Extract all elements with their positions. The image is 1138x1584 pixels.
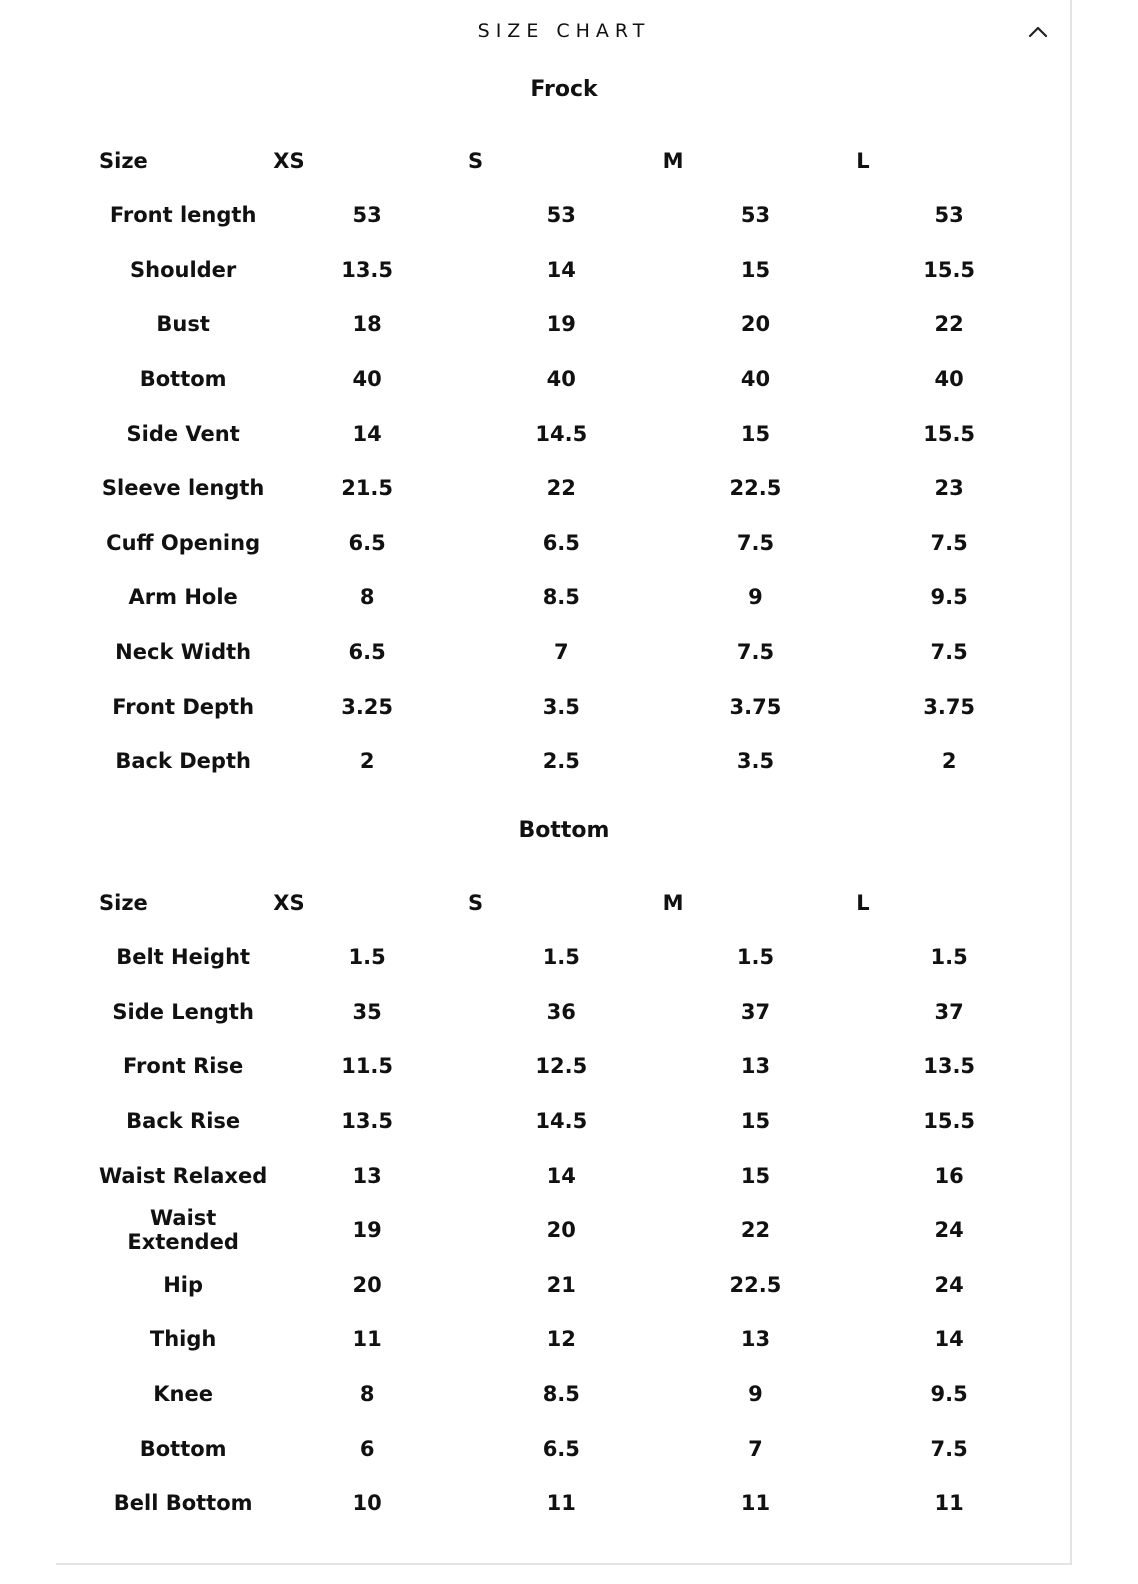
measurement-label: Waist Relaxed — [99, 1163, 268, 1188]
measurement-value: 20 — [740, 312, 771, 337]
section-title-frock: Frock — [530, 77, 598, 102]
measurement-value: 37 — [740, 999, 771, 1024]
measurement-value: 1.5 — [348, 945, 386, 970]
size-chart-header[interactable] — [56, 14, 1072, 50]
measurement-value: 3.75 — [923, 694, 976, 719]
column-header: Size — [99, 891, 148, 915]
measurement-value: 23 — [934, 476, 964, 501]
measurement-value: 15 — [740, 257, 771, 282]
measurement-value: 7.5 — [736, 530, 775, 555]
measurement-value: 40 — [740, 367, 771, 392]
measurement-label: Bell Bottom — [113, 1491, 253, 1516]
measurement-value: 15 — [740, 421, 771, 446]
table-row — [96, 243, 1046, 298]
table-header-row — [96, 134, 1046, 188]
measurement-value: 6 — [359, 1436, 375, 1461]
measurement-value: 53 — [546, 203, 576, 228]
measurement-label: Bust — [156, 312, 210, 337]
measurement-value: 7.5 — [930, 1436, 968, 1461]
measurement-value: 11 — [352, 1327, 382, 1352]
table-header-row — [96, 876, 1046, 930]
measurement-value: 22 — [740, 1218, 771, 1243]
measurement-value: 8.5 — [542, 1382, 580, 1407]
measurement-value: 7.5 — [736, 640, 775, 665]
measurement-value: 6.5 — [348, 640, 386, 665]
table-row — [96, 625, 1046, 680]
measurement-label: Arm Hole — [128, 585, 238, 610]
measurement-value: 9.5 — [930, 585, 968, 610]
measurement-value: 40 — [352, 367, 382, 392]
table-row — [96, 1421, 1046, 1476]
measurement-value: 15.5 — [923, 1109, 976, 1134]
measurement-value: 53 — [934, 203, 964, 228]
table-row — [96, 516, 1046, 571]
measurement-value: 7.5 — [930, 530, 968, 555]
measurement-value: 24 — [934, 1218, 964, 1243]
measurement-value: 6.5 — [542, 530, 580, 555]
table-row — [96, 1203, 1046, 1258]
measurement-value: 11 — [740, 1491, 771, 1516]
table-row — [96, 461, 1046, 516]
measurement-value: 20 — [352, 1272, 382, 1297]
measurement-value: 36 — [546, 999, 576, 1024]
measurement-value: 21.5 — [341, 476, 394, 501]
measurement-value: 8 — [359, 1382, 375, 1407]
measurement-value: 12.5 — [535, 1054, 588, 1079]
measurement-value: 11 — [546, 1491, 576, 1516]
measurement-value: 40 — [934, 367, 964, 392]
measurement-value: 6.5 — [542, 1436, 580, 1461]
measurement-value: 15 — [740, 1109, 771, 1134]
measurement-label: Waist Extended — [127, 1206, 239, 1255]
measurement-value: 9 — [748, 585, 763, 610]
measurement-label: Side Length — [112, 999, 254, 1024]
measurement-value: 7 — [748, 1436, 763, 1461]
table-row — [96, 734, 1046, 789]
measurement-value: 53 — [352, 203, 382, 228]
size-chart-title: SIZE CHART — [477, 20, 651, 42]
measurement-label: Front Rise — [123, 1054, 244, 1079]
measurement-value: 13.5 — [341, 257, 394, 282]
measurement-label: Knee — [153, 1382, 213, 1407]
table-row — [96, 188, 1046, 243]
measurement-value: 3.5 — [542, 694, 580, 719]
measurement-value: 14.5 — [535, 421, 588, 446]
column-header: M — [662, 149, 684, 173]
measurement-value: 9 — [748, 1382, 763, 1407]
measurement-value: 14 — [934, 1327, 964, 1352]
measurement-value: 53 — [740, 203, 771, 228]
column-header: XS — [273, 891, 305, 915]
table-row — [96, 406, 1046, 461]
column-header: Size — [99, 149, 148, 173]
measurement-value: 37 — [934, 999, 964, 1024]
measurement-label: Cuff Opening — [106, 530, 261, 555]
measurement-value: 24 — [934, 1272, 964, 1297]
measurement-label: Shoulder — [130, 257, 237, 282]
measurement-value: 13.5 — [341, 1109, 394, 1134]
measurement-value: 14 — [352, 421, 382, 446]
table-row — [96, 1039, 1046, 1094]
table-row — [96, 1258, 1046, 1313]
column-header: S — [467, 891, 484, 915]
table-row — [96, 679, 1046, 734]
measurement-value: 14 — [546, 1163, 576, 1188]
measurement-value: 11.5 — [341, 1054, 394, 1079]
measurement-value: 2 — [359, 749, 375, 774]
column-header: XS — [273, 149, 305, 173]
measurement-value: 3.5 — [736, 749, 775, 774]
table-body — [96, 930, 1046, 1531]
table-row — [96, 1476, 1046, 1531]
table-row — [96, 930, 1046, 985]
frock-size-table — [96, 134, 1046, 789]
measurement-value: 19 — [352, 1218, 382, 1243]
table-body — [96, 188, 1046, 789]
measurement-value: 22.5 — [729, 476, 782, 501]
table-row — [96, 570, 1046, 625]
measurement-value: 22.5 — [729, 1272, 782, 1297]
measurement-value: 12 — [546, 1327, 576, 1352]
table-row — [96, 1312, 1046, 1367]
measurement-value: 3.25 — [341, 694, 394, 719]
table-row — [96, 352, 1046, 407]
measurement-value: 20 — [546, 1218, 576, 1243]
measurement-value: 14 — [546, 257, 576, 282]
measurement-label: Hip — [163, 1272, 204, 1297]
measurement-value: 22 — [934, 312, 964, 337]
measurement-value: 1.5 — [930, 945, 968, 970]
table-row — [96, 1148, 1046, 1203]
chevron-up-icon — [1028, 26, 1048, 38]
measurement-value: 16 — [934, 1163, 964, 1188]
measurement-value: 10 — [352, 1491, 382, 1516]
measurement-label: Back Depth — [115, 749, 251, 774]
measurement-value: 1.5 — [542, 945, 580, 970]
measurement-value: 7 — [553, 640, 569, 665]
measurement-value: 13.5 — [923, 1054, 976, 1079]
measurement-value: 15 — [740, 1163, 771, 1188]
measurement-value: 35 — [352, 999, 382, 1024]
measurement-value: 11 — [934, 1491, 964, 1516]
measurement-value: 15.5 — [923, 257, 976, 282]
measurement-label: Neck Width — [115, 640, 252, 665]
column-header: L — [856, 149, 870, 173]
size-chart-panel — [56, 0, 1072, 1565]
measurement-label: Bottom — [139, 367, 227, 392]
measurement-label: Side Vent — [126, 421, 240, 446]
table-row — [96, 1367, 1046, 1422]
collapse-button[interactable] — [1024, 18, 1052, 46]
measurement-label: Thigh — [149, 1327, 217, 1352]
measurement-value: 18 — [352, 312, 382, 337]
bottom-size-table — [96, 876, 1046, 1531]
measurement-value: 9.5 — [930, 1382, 968, 1407]
measurement-value: 13 — [352, 1163, 382, 1188]
measurement-label: Front Depth — [112, 694, 255, 719]
measurement-label: Sleeve length — [101, 476, 265, 501]
measurement-value: 14.5 — [535, 1109, 588, 1134]
measurement-label: Bottom — [139, 1436, 227, 1461]
section-title-bottom: Bottom — [518, 818, 610, 843]
measurement-value: 2 — [941, 749, 957, 774]
table-row — [96, 297, 1046, 352]
measurement-value: 1.5 — [736, 945, 775, 970]
measurement-value: 40 — [546, 367, 576, 392]
measurement-value: 6.5 — [348, 530, 386, 555]
measurement-value: 7.5 — [930, 640, 968, 665]
measurement-value: 15.5 — [923, 421, 976, 446]
column-header: M — [662, 891, 684, 915]
table-row — [96, 985, 1046, 1040]
measurement-value: 3.75 — [729, 694, 782, 719]
column-header: L — [856, 891, 870, 915]
measurement-value: 8 — [359, 585, 375, 610]
column-header: S — [467, 149, 484, 173]
measurement-value: 8.5 — [542, 585, 580, 610]
measurement-label: Front length — [109, 203, 257, 228]
measurement-label: Belt Height — [116, 945, 251, 970]
measurement-value: 21 — [546, 1272, 576, 1297]
measurement-value: 22 — [546, 476, 576, 501]
measurement-value: 19 — [546, 312, 576, 337]
measurement-value: 13 — [740, 1054, 771, 1079]
measurement-value: 2.5 — [542, 749, 580, 774]
measurement-label: Back Rise — [126, 1109, 241, 1134]
table-row — [96, 1094, 1046, 1149]
measurement-value: 13 — [740, 1327, 771, 1352]
